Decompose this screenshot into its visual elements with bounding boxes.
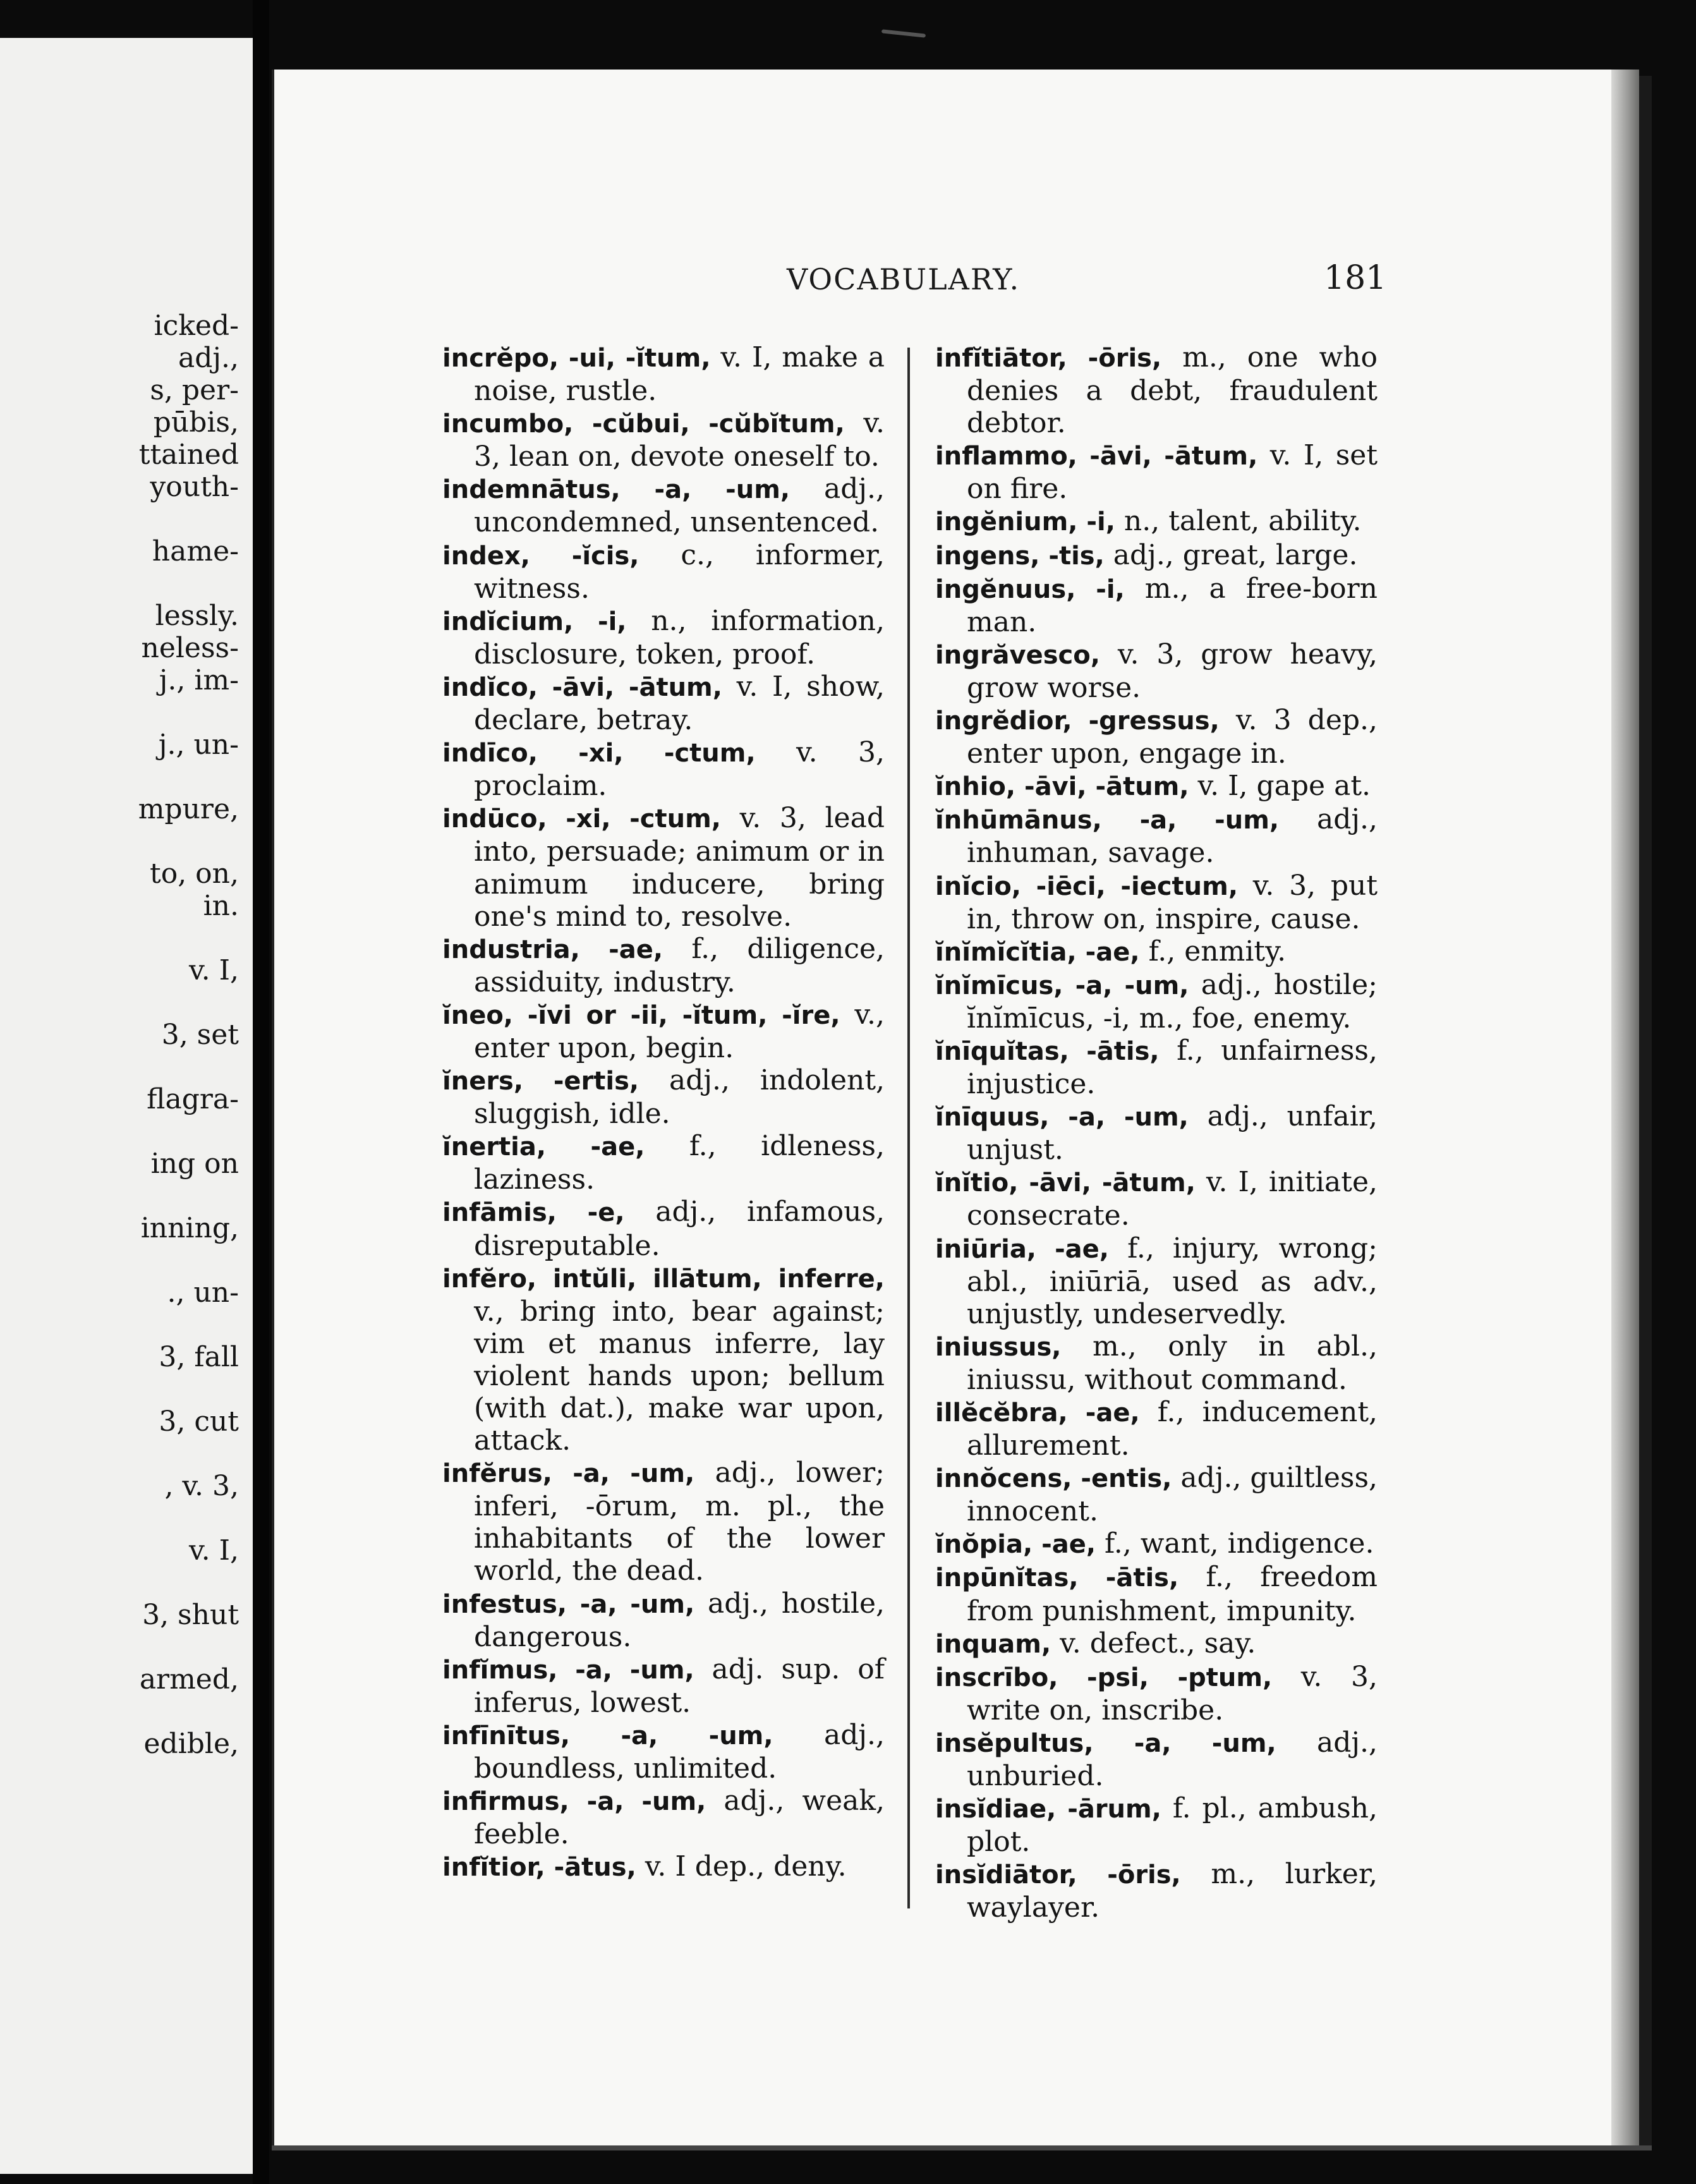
fragment-line: lessly. xyxy=(155,600,239,632)
vocabulary-entry xyxy=(935,803,1378,869)
entry-definition: adj., unfair, unjust. xyxy=(967,1100,1378,1167)
vocabulary-entry xyxy=(935,770,1378,803)
entry-headword: innŏcens, -entis, xyxy=(935,1464,1172,1494)
entry-headword: ĭnhio, -āvi, -ātum, xyxy=(935,772,1189,802)
fragment-line xyxy=(0,1567,239,1599)
fragment-line xyxy=(0,1696,239,1728)
fragment-line xyxy=(0,1631,239,1663)
entry-headword: infāmis, -e, xyxy=(442,1198,625,1228)
fragment-line: pūbis, xyxy=(153,406,239,439)
fragment-line: to, on, xyxy=(150,858,239,890)
entry-headword: ĭnertia, -ae, xyxy=(442,1132,645,1162)
fragment-line: flagra- xyxy=(147,1083,239,1115)
entry-headword: infĕro, intŭli, illātum, inferre, xyxy=(442,1264,885,1294)
entry-headword: infīnītus, -a, -um, xyxy=(442,1721,773,1750)
entry-headword: industria, -ae, xyxy=(442,935,663,964)
entry-headword: illĕcĕbra, -ae, xyxy=(935,1398,1140,1428)
entry-definition: adj., infamous, disreputable. xyxy=(474,1196,885,1262)
previous-page-fragment xyxy=(0,38,253,2174)
page-bottom-shadow xyxy=(272,2145,1652,2151)
entry-headword: incrĕpo, -ui, -ĭtum, xyxy=(442,344,711,373)
entry-definition: adj., inhuman, savage. xyxy=(967,803,1378,870)
vocabulary-entry xyxy=(442,1653,885,1719)
vocabulary-entry xyxy=(442,998,885,1064)
entry-headword: indīco, -xi, -ctum, xyxy=(442,739,756,768)
entry-definition: adj., hostile; ĭnĭmīcus, -i, m., foe, enemy. xyxy=(967,968,1378,1034)
entry-definition: n., information, disclosure, token, proof. xyxy=(474,604,885,670)
vocabulary-entry xyxy=(935,505,1378,538)
page-edge-shadow xyxy=(1639,76,1652,2149)
entry-headword: inpūnĭtas, -ātis, xyxy=(935,1563,1179,1593)
entry-definition: f., injury, wrong; abl., iniūriā, used as adv., unjustly, undeservedly. xyxy=(967,1232,1378,1330)
fragment-line: 3, shut xyxy=(142,1599,239,1631)
entry-headword: ĭnĭmīcus, -a, -um, xyxy=(935,971,1189,1000)
entry-definition: adj. sup. of inferus, lowest. xyxy=(474,1653,885,1719)
fragment-line: 3, cut xyxy=(159,1405,239,1438)
fragment-line: ing on xyxy=(150,1148,239,1180)
vocabulary-entry xyxy=(442,1064,885,1130)
vocabulary-entry xyxy=(442,670,885,736)
entry-definition: v. I dep., deny. xyxy=(636,1850,847,1883)
entry-headword: inquam, xyxy=(935,1629,1051,1659)
fragment-line xyxy=(0,1180,239,1212)
entry-headword: ingrăvesco, xyxy=(935,640,1100,670)
fragment-line: neless- xyxy=(141,632,239,664)
fragment-line: j., im- xyxy=(159,664,239,696)
fragment-line xyxy=(0,1244,239,1277)
vocabulary-entry xyxy=(935,1858,1378,1924)
entry-headword: insĕpultus, -a, -um, xyxy=(935,1728,1276,1758)
entry-definition: v. defect., say. xyxy=(1051,1627,1256,1659)
fragment-line xyxy=(0,1115,239,1148)
entry-headword: ĭneo, -ĭvi or -ii, -ĭtum, -ĭre, xyxy=(442,1000,840,1030)
entry-headword: ĭnīquus, -a, -um, xyxy=(935,1103,1189,1132)
page-number: 181 xyxy=(1324,259,1387,297)
fragment-line: j., un- xyxy=(158,729,239,761)
vocabulary-entry xyxy=(935,1330,1378,1396)
fragment-line: inning, xyxy=(140,1212,239,1244)
entry-definition: n., talent, ability. xyxy=(1115,505,1362,538)
entry-headword: indĭco, -āvi, -ātum, xyxy=(442,672,722,702)
previous-page-text xyxy=(0,310,239,1760)
fragment-line: v. I, xyxy=(189,1534,239,1567)
fragment-line xyxy=(0,1438,239,1470)
entry-headword: ĭnhūmānus, -a, -um, xyxy=(935,806,1280,835)
running-head: VOCABULARY. xyxy=(787,262,1021,296)
entry-headword: inĭcio, -iēci, -iectum, xyxy=(935,871,1239,901)
entry-definition: f., inducement, allurement. xyxy=(967,1396,1378,1462)
vocabulary-entry xyxy=(442,1130,885,1196)
entry-definition: v., enter upon, begin. xyxy=(474,998,885,1064)
vocabulary-entry xyxy=(442,473,885,538)
entry-headword: index, -ĭcis, xyxy=(442,541,639,571)
fragment-line: 3, fall xyxy=(159,1341,239,1373)
entry-definition: f., enmity. xyxy=(1139,935,1287,968)
entry-definition: c., informer, witness. xyxy=(474,538,885,605)
entry-definition: v. 3, write on, inscribe. xyxy=(967,1660,1378,1726)
vocabulary-entry xyxy=(935,1527,1378,1561)
entry-headword: ĭners, -ertis, xyxy=(442,1067,639,1096)
fragment-line xyxy=(0,1373,239,1405)
entry-headword: ingrĕdior, -gressus, xyxy=(935,707,1220,736)
entry-headword: insĭdiātor, -ōris, xyxy=(935,1860,1181,1890)
entry-headword: indūco, -xi, -ctum, xyxy=(442,804,721,834)
vocabulary-entry xyxy=(935,870,1378,935)
entry-definition: m., only in abl., iniussu, without command. xyxy=(967,1330,1378,1396)
vocabulary-entry xyxy=(442,802,885,932)
entry-headword: ĭnīquĭtas, -ātis, xyxy=(935,1036,1160,1066)
vocabulary-entry xyxy=(935,341,1378,439)
entry-definition: v. I, set on fire. xyxy=(967,439,1378,506)
vocabulary-entry xyxy=(442,1262,885,1457)
fragment-line xyxy=(0,1502,239,1534)
entry-definition: v. I, gape at. xyxy=(1189,770,1371,803)
entry-headword: ĭnĭtio, -āvi, -ātum, xyxy=(935,1168,1196,1198)
entry-headword: infestus, -a, -um, xyxy=(442,1589,695,1619)
vocabulary-entry xyxy=(935,439,1378,505)
fragment-line xyxy=(0,1309,239,1341)
fragment-line: ttained xyxy=(138,439,239,471)
entry-headword: infĭtiātor, -ōris, xyxy=(935,344,1162,373)
fragment-line: icked- xyxy=(154,310,239,342)
entry-definition: adj., uncondemned, unsentenced. xyxy=(474,473,885,539)
vocabulary-entry xyxy=(935,1166,1378,1232)
fragment-line xyxy=(0,1051,239,1083)
fragment-line: 3, set xyxy=(161,1019,239,1051)
vocabulary-entry xyxy=(935,638,1378,704)
entry-definition: v. 3, proclaim. xyxy=(474,736,885,803)
entry-headword: incumbo, -cŭbui, -cŭbĭtum, xyxy=(442,410,845,439)
entry-definition: adj., indolent, sluggish, idle. xyxy=(474,1064,885,1131)
entry-headword: infĭmus, -a, -um, xyxy=(442,1655,694,1685)
entry-definition: v. 3, lead into, persuade; animum or in animum inducere, bring one's mind to, resolve. xyxy=(474,802,885,933)
entry-definition: m., lurker, waylayer. xyxy=(967,1858,1378,1924)
entry-definition: v. 3, lean on, devote oneself to. xyxy=(474,407,885,473)
entry-definition: m., one who denies a debt, fraudulent debtor. xyxy=(967,341,1378,440)
fragment-line xyxy=(0,761,239,793)
vocabulary-entry xyxy=(442,1457,885,1587)
fragment-line: youth- xyxy=(150,471,239,503)
entry-definition: f. pl., ambush, plot. xyxy=(967,1792,1378,1859)
vocabulary-entry xyxy=(442,1196,885,1261)
vocabulary-column-left xyxy=(442,341,885,1884)
entry-headword: infirmus, -a, -um, xyxy=(442,1787,706,1817)
entry-headword: infĕrus, -a, -um, xyxy=(442,1459,695,1489)
fragment-line xyxy=(0,986,239,1019)
fragment-line xyxy=(0,696,239,729)
vocabulary-entry xyxy=(442,933,885,998)
fragment-line: s, per- xyxy=(150,374,239,406)
vocabulary-entry xyxy=(935,1792,1378,1858)
scan-mark xyxy=(881,29,926,37)
vocabulary-entry xyxy=(442,407,885,473)
fragment-line: , v. 3, xyxy=(164,1470,239,1502)
book-gutter xyxy=(253,0,269,2184)
fragment-line: hame- xyxy=(152,535,239,567)
entry-definition: f., idleness, laziness. xyxy=(474,1130,885,1196)
entry-definition: f., want, indigence. xyxy=(1096,1527,1374,1560)
vocabulary-entry xyxy=(935,1726,1378,1792)
fragment-line xyxy=(0,922,239,954)
entry-headword: inscrībo, -psi, -ptum, xyxy=(935,1663,1273,1692)
vocabulary-entry xyxy=(935,1561,1378,1627)
column-divider xyxy=(907,348,910,1908)
vocabulary-entry xyxy=(935,1034,1378,1100)
entry-definition: f., freedom from punishment, impunity. xyxy=(967,1561,1378,1627)
fragment-line xyxy=(0,503,239,535)
entry-definition: adj., lower; inferi, -ōrum, m. pl., the inhabitants of the lower world, the dead. xyxy=(474,1457,885,1587)
vocabulary-entry xyxy=(442,341,885,407)
vocabulary-entry xyxy=(442,605,885,670)
fragment-line: ., un- xyxy=(167,1277,239,1309)
entry-headword: ĭnĭmĭcĭtia, -ae, xyxy=(935,937,1140,967)
entry-headword: iniussus, xyxy=(935,1332,1062,1362)
fragment-line xyxy=(0,567,239,600)
vocabulary-entry xyxy=(935,1396,1378,1462)
entry-headword: ĭnŏpia, -ae, xyxy=(935,1530,1096,1560)
vocabulary-entry xyxy=(442,736,885,802)
fragment-line: edible, xyxy=(143,1728,239,1760)
fragment-line: in. xyxy=(203,890,239,922)
vocabulary-entry xyxy=(935,1627,1378,1661)
vocabulary-entry xyxy=(935,1661,1378,1726)
entry-definition: adj., hostile, dangerous. xyxy=(474,1587,885,1653)
fragment-line xyxy=(0,825,239,858)
vocabulary-entry xyxy=(935,704,1378,770)
vocabulary-entry xyxy=(935,1462,1378,1527)
entry-definition: v., bring into, bear against; vim et manus inferre, lay violent hands upon; bellum (with dat.), make war upon, attack. xyxy=(474,1295,885,1457)
entry-definition: f., diligence, assiduity, industry. xyxy=(474,932,885,998)
vocabulary-entry xyxy=(935,1232,1378,1330)
entry-definition: adj., great, large. xyxy=(1104,538,1358,571)
fragment-line: v. I, xyxy=(189,954,239,986)
vocabulary-entry xyxy=(442,1785,885,1850)
entry-headword: ingĕnium, -i, xyxy=(935,507,1115,537)
entry-headword: infĭtior, -ātus, xyxy=(442,1853,636,1883)
vocabulary-entry xyxy=(935,935,1378,969)
fragment-line: armed, xyxy=(139,1663,239,1696)
fragment-line: mpure, xyxy=(138,793,239,825)
vocabulary-entry xyxy=(935,1100,1378,1166)
vocabulary-entry xyxy=(442,539,885,605)
entry-definition: m., a free-born man. xyxy=(967,572,1378,638)
entry-definition: f., unfairness, injustice. xyxy=(967,1034,1378,1101)
entry-headword: iniūria, -ae, xyxy=(935,1234,1109,1264)
vocabulary-entry xyxy=(442,1850,885,1884)
vocabulary-entry xyxy=(935,539,1378,573)
page-edge xyxy=(1611,70,1639,2149)
entry-definition: adj., boundless, unlimited. xyxy=(474,1718,885,1785)
entry-definition: adj., guiltless, innocent. xyxy=(967,1462,1378,1528)
entry-headword: inflammo, -āvi, -ātum, xyxy=(935,442,1258,471)
fragment-line: adj., xyxy=(178,342,239,374)
entry-headword: insĭdiae, -ārum, xyxy=(935,1795,1161,1824)
entry-definition: v. 3, put in, throw on, inspire, cause. xyxy=(967,869,1378,935)
entry-headword: ingens, -tis, xyxy=(935,541,1105,571)
vocabulary-column-right xyxy=(935,341,1378,1924)
entry-definition: adj., unburied. xyxy=(967,1726,1378,1793)
vocabulary-entry xyxy=(442,1587,885,1653)
vocabulary-entry xyxy=(442,1719,885,1785)
entry-definition: v. 3 dep., enter upon, engage in. xyxy=(967,704,1378,770)
entry-headword: ingĕnuus, -i, xyxy=(935,574,1125,604)
vocabulary-entry xyxy=(935,969,1378,1034)
entry-definition: v. I, initiate, consecrate. xyxy=(967,1166,1378,1232)
entry-definition: v. I, show, declare, betray. xyxy=(474,670,885,737)
entry-definition: v. 3, grow heavy, grow worse. xyxy=(967,638,1378,704)
entry-definition: v. I, make a noise, rustle. xyxy=(474,341,885,408)
vocabulary-entry xyxy=(935,573,1378,638)
entry-headword: indemnātus, -a, -um, xyxy=(442,475,790,505)
entry-definition: adj., weak, feeble. xyxy=(474,1785,885,1851)
entry-headword: indĭcium, -i, xyxy=(442,607,627,636)
